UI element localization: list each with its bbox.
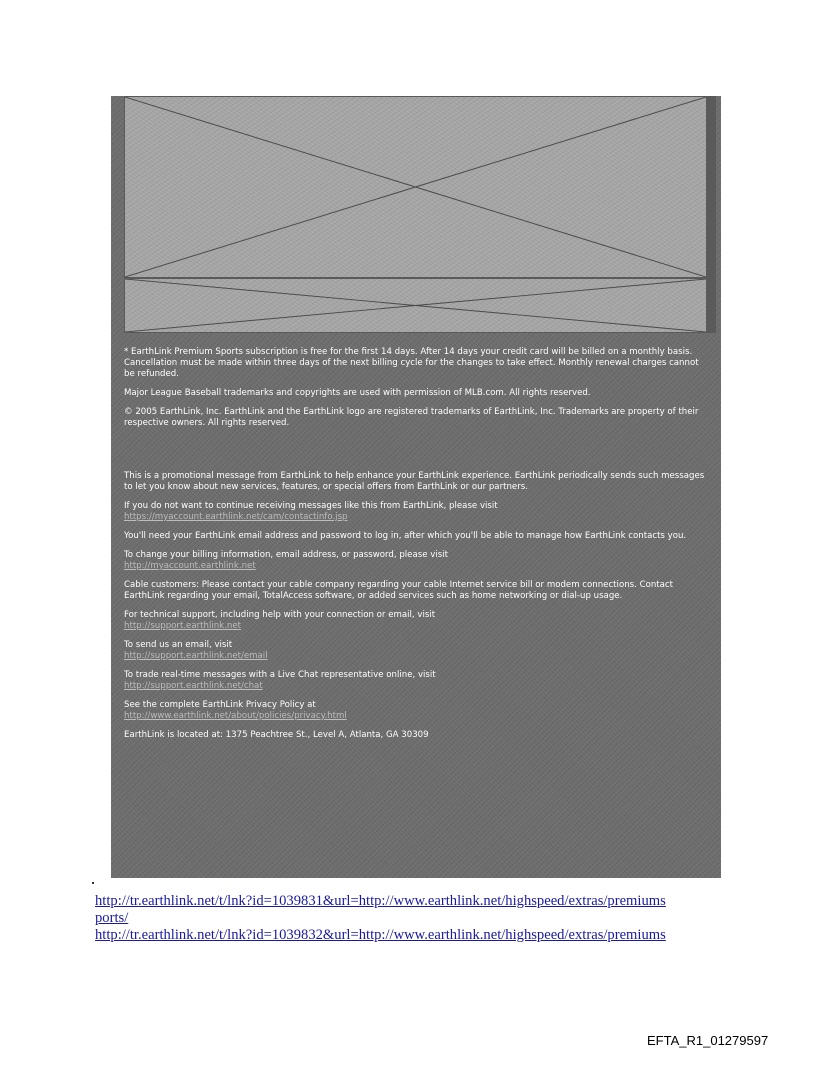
stray-dot: [92, 882, 94, 884]
privacy-text: See the complete EarthLink Privacy Policy at: [124, 700, 316, 710]
footnote-mlb: Major League Baseball trademarks and copyrights are used with permission of MLB.com. All rights reserved.: [124, 388, 591, 398]
billing-link[interactable]: http://myaccount.earthlink.net: [124, 561, 256, 571]
chat-text: To trade real-time messages with a Live Chat representative online, visit: [124, 670, 436, 680]
email-us-link[interactable]: http://support.earthlink.net/email: [124, 651, 268, 661]
spacer: [124, 437, 710, 471]
unsubscribe-link[interactable]: https://myaccount.earthlink.net/cam/contactinfo.jsp: [124, 512, 348, 522]
privacy-paragraph: [124, 700, 710, 722]
footnote-subscription: * EarthLink Premium Sports subscription is free for the first 14 days. After 14 days your credit card will be billed on a monthly basis. Cancellation must be made within three days of the next billing cycle for the changes to take effect. Monthly renewal charges cannot be refunded.: [124, 347, 699, 379]
tracking-link-2[interactable]: http://tr.earthlink.net/t/lnk?id=1039832&url=http://www.earthlink.net/highspeed/extras/premiums: [95, 927, 666, 943]
login-paragraph: You'll need your EarthLink email address and password to log in, after which you'll be able to manage how EarthLink contacts you.: [124, 531, 687, 541]
tracking-links: [95, 893, 735, 944]
support-text: For technical support, including help with your connection or email, visit: [124, 610, 436, 620]
email-us-paragraph: [124, 640, 710, 662]
privacy-link[interactable]: http://www.earthlink.net/about/policies/privacy.html: [124, 711, 347, 721]
support-link[interactable]: http://support.earthlink.net: [124, 621, 241, 631]
chat-paragraph: [124, 670, 710, 692]
billing-paragraph: [124, 550, 710, 572]
email-us-text: To send us an email, visit: [124, 640, 233, 650]
unsubscribe-paragraph: [124, 501, 710, 523]
footnote-copyright: © 2005 EarthLink, Inc. EarthLink and the EarthLink logo are registered trademarks of EarthLink, Inc. Trademarks are property of their respective owners. All rights reserved.: [124, 407, 699, 428]
address-paragraph: EarthLink is located at: 1375 Peachtree St., Level A, Atlanta, GA 30309: [124, 730, 429, 740]
broken-image-banner-bottom: [124, 278, 707, 333]
billing-text: To change your billing information, email address, or password, please visit: [124, 550, 448, 560]
broken-image-icon: [125, 279, 706, 332]
cable-paragraph: Cable customers: Please contact your cable company regarding your cable Internet service bill or modem connections. Contact EarthLink regarding your email, TotalAccess software, or added services such as home networking or dial-up usage.: [124, 580, 674, 601]
email-footer-text: [124, 347, 710, 749]
broken-image-icon: [125, 97, 706, 277]
tracking-link-1-line-1: http://tr.earthlink.net/t/lnk?id=1039831&url=http://www.earthlink.net/highspeed/extras/premiums: [95, 893, 666, 909]
panel-right-edge: [707, 96, 716, 333]
email-body-panel: [111, 96, 721, 878]
broken-image-banner-top: [124, 96, 707, 278]
promo-notice: This is a promotional message from EarthLink to help enhance your EarthLink experience. EarthLink periodically sends such messages to let you know about new services, features, or special offers from EarthLink or our partners.: [124, 471, 705, 492]
unsubscribe-text: If you do not want to continue receiving messages like this from EarthLink, please visit: [124, 501, 498, 511]
chat-link[interactable]: http://support.earthlink.net/chat: [124, 681, 263, 691]
support-paragraph: [124, 610, 710, 632]
tracking-link-1[interactable]: [95, 893, 666, 926]
tracking-link-1-line-2: ports/: [95, 910, 129, 926]
document-id: EFTA_R1_01279597: [647, 1033, 769, 1048]
